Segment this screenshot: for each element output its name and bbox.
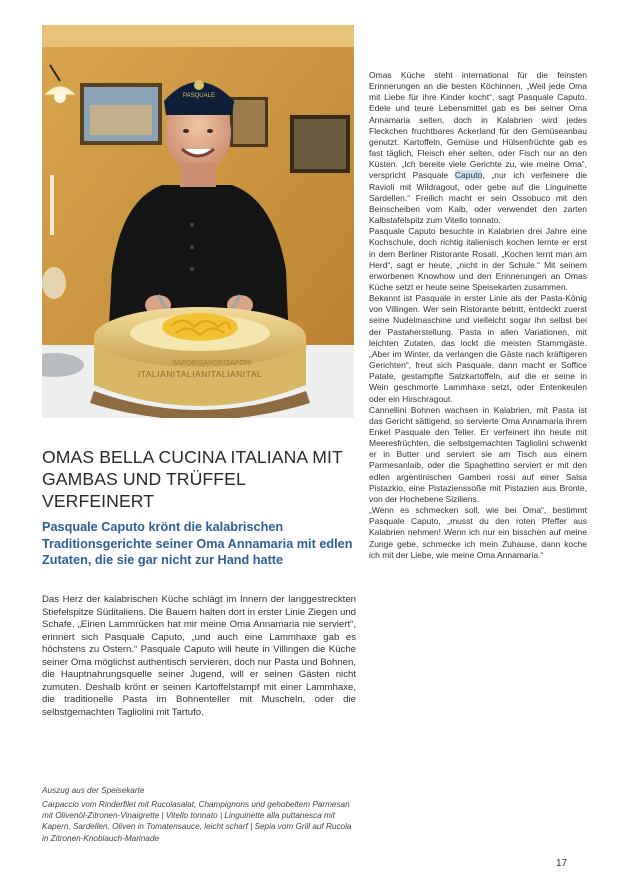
column-paragraph-3: Bekannt ist Pasquale in erster Linie als der Pasta-König von Villingen. Wer sein Ristorante betritt, entdeckt zuerst seine Nudelmaschine und vielleicht sogar ihn selbst bei der Pastaherstellung. Pasta in allen Variationen, mit leichten Zutaten, das lockt die meisten Stammgäste. „Aber im Winter, da verlangen die Gäste nach kräftigeren Gerichten“, freut sich Pasquale, dann macht er Soffice Patate, gestampfte Salzkartoffeln, auf die er seine in Wein geschmorte Lammhaxe setzt, oder Entenkeulen oder ein Hirschragout. xyxy=(369,293,587,404)
article-column-right xyxy=(369,70,587,561)
article-lead-paragraph: Das Herz der kalabrischen Küche schlägt im Innern der langgestreckten Stiefelspitze Süditaliens. Die Bauern halten dort in erster Linie Ziegen und Schafe. „Einen Lammrücken hat mir meine Oma Annamaria nie serviert“, erinnert sich Pasquale Caputo, „und auch eine Lammhaxe gab es höchstens zu Ostern.“ Pasquale Caputo will heute in Villingen die Küche seiner Oma möglichst authentisch servieren, doch nur Pasta und Bohnen, die Hauptnahrungsquelle seiner Jugend, will er seinen Gästen nicht zumuten. Deshalb krönt er seinen Kartoffelstampf mit einer Lammhaxe, die traditionelle Pasta im Bohnenteller mit Muscheln, oder die selbstgemachten Tagliolini mit Tartufo. xyxy=(42,594,356,718)
page-number: 17 xyxy=(556,858,568,869)
cheese-rind-text: ITALIANITALIANITALIANITAL xyxy=(137,369,263,379)
chef-photo xyxy=(42,25,354,418)
column-paragraph-2: Pasquale Caputo besuchte in Kalabrien drei Jahre eine Kochschule, doch richtig italienisch kochen lernte er erst in dem Berliner Ristorante Rosati. „Kochen lernt man am Herd“, sagt er heute, „nicht in der Schule.“ Mit seinem erworbenen Knowhow und den Erinnerungen an Omas Küche setzt er heute seine Speisekarten zusammen. xyxy=(369,226,587,292)
highlighted-word: Caputo xyxy=(454,170,483,181)
column-paragraph-1 xyxy=(369,70,587,226)
paragraph-1-text-start: Omas Küche steht international für die feinsten Erinnerungen an die besten Köchinnen. „Weil jede Oma mit Liebe für ihre Kinder kocht“, sagt Pasquale Caputo. Edele und teure Lebensmittel gab es bei seiner Oma Annamaria selten, doch in Kalabrien wird jedes Fleckchen fruchtbares Ackerland für den Gemüseanbau genutzt. Kartoffeln, Gemüse und Hülsenfrüchte gab es fast täglich, Fleisch eher selten, oder Fisch nur an den Küsten. „Ich bereite viele Gerichte zu, wie meine Oma“, verspricht Pasquale xyxy=(369,70,587,181)
article-subheadline: Pasquale Caputo krönt die kalabrischen Traditionsgerichte seiner Oma Annamaria mit edlen Zutaten, die sie gar nicht zur Hand hatte xyxy=(42,520,353,568)
cheese-rind-text-2: SAPORISAPORISAPORI xyxy=(172,360,252,367)
article-headline: OMAS BELLA CUCINA ITALIANA MIT GAMBAS UND TRÜFFEL VERFEINERT xyxy=(42,447,343,511)
paragraph-1-text-end: , „nur ich verfeinere die Ravioli mit Wildragout, oder gebe auf die Linguinette Sardellen.“ Freilich macht er sein Ossobuco mit den Beinscheiben vom Kalb, oder verwendet den zarten Kalbstafelspitz zum Vitello tonnato. xyxy=(369,170,587,226)
column-paragraph-5: „Wenn es schmecken soll, wie bei Oma“, bestimmt Pasquale Caputo, „musst du den roten Pfeffer aus Kalabrien nehmen! Wenn ich nur ein bisschen auf meine Zunge gebe, schmecke ich mein Zuhause, dann koche ich mit der Liebe, wie meine Oma Annamaria.“ xyxy=(369,505,587,560)
menu-excerpt-title: Auszug aus der Speisekarte xyxy=(42,786,145,795)
column-paragraph-4: Cannellini Bohnen wachsen in Kalabrien, mit Pasta ist das Gericht sättigend, so servierte Oma Annamaria ihrem Enkel Pasquale den Teller. Er verfeinert ihn heute mit Meeresfrüchten, die selbstgemachten Tagliolini schwenkt er in Butter und serviert sie am Tisch aus einem Parmesanlaib, oder die Spaghettino serviert er mit den edlen argentinischen Gamberi rossi auf einer Salsa Pistazkio, eine Pistazienssoße mit Pistazien aus Bronte, von der Hochebene Siziliens. xyxy=(369,404,587,504)
parmesan-wheel xyxy=(94,307,306,406)
menu-excerpt-text: Carpaccio vom Rinderfilet mit Rucolasalat, Champignons und gehobeltem Parmesan mit Olivenöl-Zitronen-Vinaigrette | Vitello tonnato | Linguinette alla puttanesca mit Kapern, Sardellen, Oliven in Tomatensauce, leicht scharf | Sepia vom Grill auf Rucola in Zitronen-Knoblauch-Marinade xyxy=(42,800,352,843)
chef-photo-illustration xyxy=(42,25,354,418)
hat-logo-text: PASQUALE xyxy=(183,93,215,99)
